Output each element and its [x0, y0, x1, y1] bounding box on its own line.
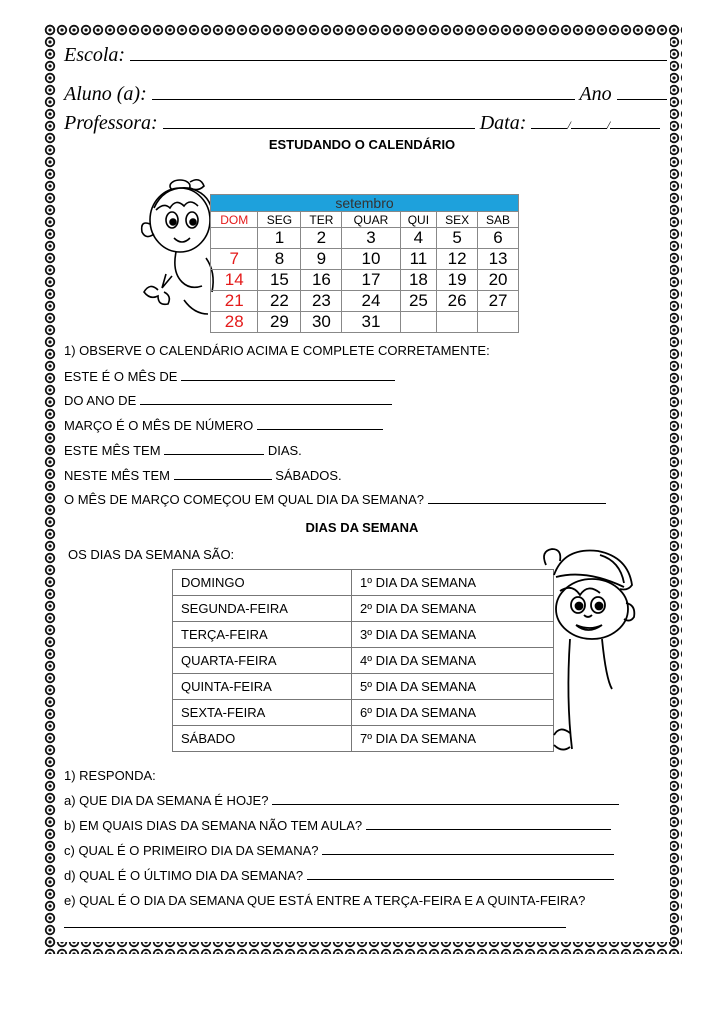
q-year-line: [64, 393, 392, 408]
calendar-week-row: [211, 270, 519, 291]
calendar-day-cell: [478, 312, 519, 333]
weekday-name-cell: TERÇA-FEIRA: [173, 622, 352, 648]
calendar-day-cell: 1: [258, 228, 301, 249]
calendar-week-row: [211, 291, 519, 312]
qe-line: [64, 893, 585, 908]
calendar-day-name: QUI: [400, 212, 437, 228]
qa-line: [64, 793, 619, 808]
calendar-day-cell: 12: [437, 249, 478, 270]
date-label: Data:: [479, 112, 527, 134]
weekday-name-cell: DOMINGO: [173, 570, 352, 596]
q-year: DO ANO DE: [64, 393, 137, 408]
date-sep: /: [606, 118, 611, 132]
calendar-day-cell: 9: [301, 249, 342, 270]
calendar-day-cell: 31: [342, 312, 400, 333]
date-month-field[interactable]: [571, 112, 607, 129]
student-line: [64, 83, 667, 106]
calendar-day-cell: 7: [211, 249, 258, 270]
girl-icon: [136, 170, 218, 330]
calendar-day-cell: 23: [301, 291, 342, 312]
calendar-day-names: [211, 212, 519, 228]
calendar-day-cell: 20: [478, 270, 519, 291]
q-march-start: O MÊS DE MARÇO COMEÇOU EM QUAL DIA DA SEMANA?: [64, 492, 424, 507]
q-month-answer[interactable]: [181, 369, 395, 381]
school-line: [64, 44, 667, 67]
school-label: Escola:: [64, 44, 126, 66]
q-march: MARÇO É O MÊS DE NÚMERO: [64, 418, 254, 433]
calendar-day-cell: 2: [301, 228, 342, 249]
weekday-row: [173, 596, 554, 622]
weekday-order-cell: 1º DIA DA SEMANA: [352, 570, 554, 596]
weekday-order-cell: 4º DIA DA SEMANA: [352, 648, 554, 674]
decorative-border: [44, 24, 682, 954]
qe-answer[interactable]: [64, 916, 566, 928]
qa-answer[interactable]: [272, 793, 619, 805]
calendar-day-cell: [437, 312, 478, 333]
weekdays-title: DIAS DA SEMANA: [305, 520, 419, 535]
calendar-day-cell: 17: [342, 270, 400, 291]
weekday-row: [173, 726, 554, 752]
weekdays-intro: OS DIAS DA SEMANA SÃO:: [68, 547, 235, 562]
q-march-answer[interactable]: [257, 418, 383, 430]
calendar-table: [210, 194, 519, 333]
q-march-start-answer[interactable]: [428, 492, 606, 504]
calendar-day-name: SAB: [478, 212, 519, 228]
weekday-name-cell: SEGUNDA-FEIRA: [173, 596, 352, 622]
calendar-day-cell: 6: [478, 228, 519, 249]
calendar-day-cell: 27: [478, 291, 519, 312]
calendar-day-cell: 5: [437, 228, 478, 249]
teacher-line: [64, 112, 660, 135]
weekday-order-cell: 7º DIA DA SEMANA: [352, 726, 554, 752]
calendar-day-cell: 29: [258, 312, 301, 333]
calendar-day-cell: 19: [437, 270, 478, 291]
calendar-week-row: [211, 228, 519, 249]
calendar-day-cell: 13: [478, 249, 519, 270]
teacher-field[interactable]: [163, 112, 475, 129]
calendar-week-row: [211, 249, 519, 270]
weekday-order-cell: 6º DIA DA SEMANA: [352, 700, 554, 726]
calendar-day-cell: 18: [400, 270, 437, 291]
q-sat-answer[interactable]: [174, 468, 272, 480]
calendar-day-cell: 26: [437, 291, 478, 312]
weekday-name-cell: QUARTA-FEIRA: [173, 648, 352, 674]
girl-illustration: [136, 170, 218, 330]
q-days-line: [64, 443, 302, 458]
calendar-day-cell: 21: [211, 291, 258, 312]
q-month-line: [64, 369, 395, 384]
date-day-field[interactable]: [531, 112, 567, 129]
qe-answer-line: [64, 916, 566, 931]
q-days-pre: ESTE MÊS TEM: [64, 443, 161, 458]
qe: e) QUAL É O DIA DA SEMANA QUE ESTÁ ENTRE A TERÇA-FEIRA E A QUINTA-FEIRA?: [64, 893, 586, 908]
qc-answer[interactable]: [322, 843, 614, 855]
calendar-day-cell: 16: [301, 270, 342, 291]
qb: b) EM QUAIS DIAS DA SEMANA NÃO TEM AULA?: [64, 818, 363, 833]
calendar-day-name: QUAR: [342, 212, 400, 228]
calendar-day-name: SEG: [258, 212, 301, 228]
calendar-day-cell: 28: [211, 312, 258, 333]
qb-answer[interactable]: [366, 818, 611, 830]
calendar-day-cell: [400, 312, 437, 333]
boy-icon: [540, 545, 640, 760]
weekday-row: [173, 570, 554, 596]
qc-line: [64, 843, 614, 858]
weekday-row: [173, 648, 554, 674]
calendar-day-cell: 22: [258, 291, 301, 312]
calendar-day-cell: 25: [400, 291, 437, 312]
teacher-label: Professora:: [64, 112, 158, 134]
student-field[interactable]: [152, 83, 575, 100]
q-sat-post: SÁBADOS.: [275, 468, 342, 483]
calendar-day-cell: 3: [342, 228, 400, 249]
weekday-order-cell: 2º DIA DA SEMANA: [352, 596, 554, 622]
weekday-row: [173, 700, 554, 726]
weekday-row: [173, 622, 554, 648]
calendar-day-cell: 4: [400, 228, 437, 249]
school-field[interactable]: [130, 44, 667, 61]
q-month: ESTE É O MÊS DE: [64, 369, 178, 384]
weekday-name-cell: SEXTA-FEIRA: [173, 700, 352, 726]
calendar-day-cell: 10: [342, 249, 400, 270]
q-days-answer[interactable]: [164, 443, 264, 455]
calendar-day-cell: 24: [342, 291, 400, 312]
q-sat-line: [64, 468, 342, 483]
calendar-day-cell: 30: [301, 312, 342, 333]
qd-line: [64, 868, 614, 883]
calendar-day-cell: 14: [211, 270, 258, 291]
q-days-post: DIAS.: [267, 443, 302, 458]
qa: a) QUE DIA DA SEMANA É HOJE?: [64, 793, 269, 808]
date-sep: /: [567, 118, 571, 132]
boy-illustration: [540, 545, 640, 760]
exercise2-instruction: 1) RESPONDA:: [64, 768, 156, 783]
qd-answer[interactable]: [307, 868, 614, 880]
q-march-line: [64, 418, 383, 433]
calendar-month: setembro: [211, 195, 519, 212]
calendar-day-cell: 8: [258, 249, 301, 270]
exercise1-instruction: 1) OBSERVE O CALENDÁRIO ACIMA E COMPLETE CORRETAMENTE:: [64, 343, 490, 358]
weekday-order-cell: 3º DIA DA SEMANA: [352, 622, 554, 648]
calendar-day-cell: [211, 228, 258, 249]
weekday-row: [173, 674, 554, 700]
q-year-answer[interactable]: [140, 393, 392, 405]
q-march-start-line: [64, 492, 606, 507]
weekday-name-cell: QUINTA-FEIRA: [173, 674, 352, 700]
qb-line: [64, 818, 611, 833]
q-sat-pre: NESTE MÊS TEM: [64, 468, 170, 483]
student-label: Aluno (a):: [64, 83, 147, 105]
calendar-day-name: SEX: [437, 212, 478, 228]
calendar-day-cell: 15: [258, 270, 301, 291]
qd: d) QUAL É O ÚLTIMO DIA DA SEMANA?: [64, 868, 304, 883]
calendar-day-name: TER: [301, 212, 342, 228]
weekday-order-cell: 5º DIA DA SEMANA: [352, 674, 554, 700]
page-title: ESTUDANDO O CALENDÁRIO: [268, 137, 456, 152]
calendar-week-row: [211, 312, 519, 333]
date-year-field[interactable]: [610, 112, 660, 129]
weekdays-table: [172, 569, 554, 752]
year-label: Ano: [579, 83, 612, 105]
year-field[interactable]: [617, 83, 667, 100]
calendar-day-cell: 11: [400, 249, 437, 270]
qc: c) QUAL É O PRIMEIRO DIA DA SEMANA?: [64, 843, 319, 858]
calendar-day-name: DOM: [211, 212, 258, 228]
weekday-name-cell: SÁBADO: [173, 726, 352, 752]
